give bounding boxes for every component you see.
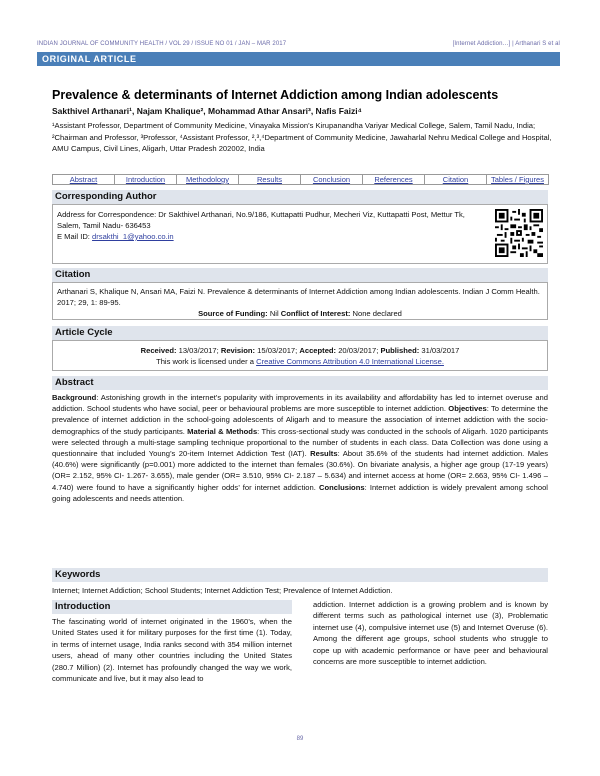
- nav-conclusion[interactable]: Conclusion: [300, 174, 363, 185]
- published-label: Published:: [380, 346, 420, 355]
- funding-line: [57, 308, 543, 319]
- results-text: : About 35.6% of the students had internet addiction. Males (40.6%) were significantly (p=0.001) more addicted to the internet than females (30.6%). On bivariate analysis, a higher age group (17-19 years) (OR= 2.152, 95% CI- 1.267- 3.655), male gender (OR= 3.510, 95% CI- 2.187 – 5.634) and internet access at home (OR= 2.663, 95% CI- 1.496 – 4.740) were found to have a significantly higher odds’ for internet addiction.: [52, 449, 548, 492]
- funding-label: Source of Funding:: [198, 309, 268, 318]
- background-text: : Astonishing growth in the internet’s popularity with improvements in its availability and affordability has led to internet overuse and addiction. School students who have social, peer or behavioural problems are more susceptible to internet addiction.: [52, 393, 548, 414]
- section-nav: [52, 174, 548, 185]
- journal-header: [37, 41, 560, 47]
- nav-references[interactable]: References: [362, 174, 425, 185]
- email-label: E Mail ID:: [57, 232, 93, 241]
- introduction-heading: Introduction: [52, 600, 292, 614]
- email-line: [57, 231, 487, 242]
- keywords-text: Internet; Internet Addiction; School Students; Internet Addiction Test; Prevalence of Internet Addiction.: [52, 586, 393, 595]
- accepted-date: 20/03/2017;: [336, 346, 381, 355]
- conflict-value: None declared: [350, 309, 402, 318]
- intro-right-column: addiction. Internet addiction is a growing problem and is known by different terms such as pathological internet use (3), Problematic internet use (4), compulsive internet use (5) and Internet Overuse (6). Among the different age groups, school students who struggle to cope up with academic performance or have peer and behavioural concerns are more susceptible to internet addiction.: [313, 600, 548, 667]
- nav-introduction[interactable]: Introduction: [114, 174, 177, 185]
- qr-code-icon: [495, 209, 543, 257]
- corresponding-box: [52, 204, 548, 264]
- nav-tables-figures[interactable]: Tables / Figures: [486, 174, 549, 185]
- citation-text: Arthanari S, Khalique N, Ansari MA, Faizi N. Prevalence & determinants of Internet Addiction among Indian adolescents. Indian J Comm Health. 2017; 29, 1: 89-95.: [57, 287, 540, 307]
- correspondence-address: Address for Correspondence: Dr Sakthivel Arthanari, No.9/186, Kuttapatti Pudhur, Mecheri Viz, Kuttapatti Post, Mettur Tk, Salem, Tamil Nadu- 636453: [57, 210, 465, 230]
- article-cycle-box: [52, 340, 548, 371]
- objectives-label: Objectives: [448, 404, 487, 414]
- received-date: 13/03/2017;: [176, 346, 221, 355]
- citation-box: [52, 282, 548, 320]
- methods-label: Material & Methods: [187, 426, 258, 436]
- background-label: Background: [52, 393, 97, 402]
- dates-line: [57, 345, 543, 356]
- citation-heading: Citation: [52, 268, 548, 282]
- nav-abstract[interactable]: Abstract: [52, 174, 115, 185]
- nav-methodology[interactable]: Methodology: [176, 174, 239, 185]
- conclusions-text: : Internet addiction is widely prevalent among school going adolescents and needs attention.: [52, 482, 548, 503]
- accepted-label: Accepted:: [299, 346, 337, 355]
- corresponding-heading: Corresponding Author: [52, 190, 548, 204]
- published-date: 31/03/2017: [419, 346, 460, 355]
- email-link[interactable]: drsakthi_1@yahoo.co.in: [92, 232, 174, 241]
- article-title: Prevalence & determinants of Internet Addiction among Indian adolescents: [52, 88, 499, 102]
- page-number: 89: [296, 736, 304, 742]
- results-label: Results: [310, 449, 338, 459]
- affiliations: ¹Assistant Professor, Department of Community Medicine, Vinayaka Mission’s Kirupanandha Variyar Medical College, Salem, Tamil Nadu, India; ²Chairman and Professor, ³Professor, ⁴Assistant Professor, ²,³,⁴Department of Community Medicine, Jawaharlal Nehru Medical College and Hospital, AMU Campus, Civil Lines, Aligarh, Uttar Pradesh 202002, India: [52, 121, 552, 153]
- abstract-heading: Abstract: [52, 376, 548, 390]
- article-cycle-heading: Article Cycle: [52, 326, 548, 340]
- keywords-heading: Keywords: [52, 568, 548, 582]
- methods-text: : This cross-sectional study was conducted in the schools of Aligarh. 1020 participants were selected through a multi-stage sampling technique proportional to the number of students in each class. Data Collection was done using a questionnaire that included Young’s 20-item Internet Addiction Test (IAT).: [52, 426, 548, 459]
- nav-results[interactable]: Results: [238, 174, 301, 185]
- authors: Sakthivel Arthanari¹, Najam Khalique², Mohammad Athar Ansari³, Nafis Faizi⁴: [52, 106, 362, 116]
- revision-label: Revision:: [220, 346, 256, 355]
- article-type-banner: ORIGINAL ARTICLE: [37, 52, 560, 66]
- funding-value: Nil: [267, 309, 281, 318]
- nav-citation[interactable]: Citation: [424, 174, 487, 185]
- received-label: Received:: [140, 346, 177, 355]
- intro-left-column: The fascinating world of internet originated in the 1960’s, when the United States used it for military purposes for the first time (1). Today, in terms of internet usage, India ranks second with 354 million internet users, ahead of many other countries including the United States (280.7 Million) (2). Internet has profoundly changed the way we work, communicate and live, but it may also lead to: [52, 617, 292, 684]
- revision-date: 15/03/2017;: [255, 346, 300, 355]
- conflict-label: Conflict of Interest:: [280, 309, 351, 318]
- objectives-text: : To determine the prevalence of internet addiction in the school-going adolescents of Aligarh and to measure the association of internet addiction with the socio-demographics of the study participants.: [52, 404, 548, 436]
- license-line: [57, 356, 543, 367]
- license-link[interactable]: Creative Commons Attribution 4.0 International License.: [256, 357, 444, 366]
- running-title: [Internet Addiction…] | Arthanari S et al: [452, 41, 560, 47]
- journal-info: INDIAN JOURNAL OF COMMUNITY HEALTH / VOL 29 / ISSUE NO 01 / JAN – MAR 2017: [37, 41, 287, 47]
- conclusions-label: Conclusions: [318, 482, 365, 492]
- abstract-body: [52, 392, 548, 504]
- license-text: This work is licensed under a: [156, 357, 257, 366]
